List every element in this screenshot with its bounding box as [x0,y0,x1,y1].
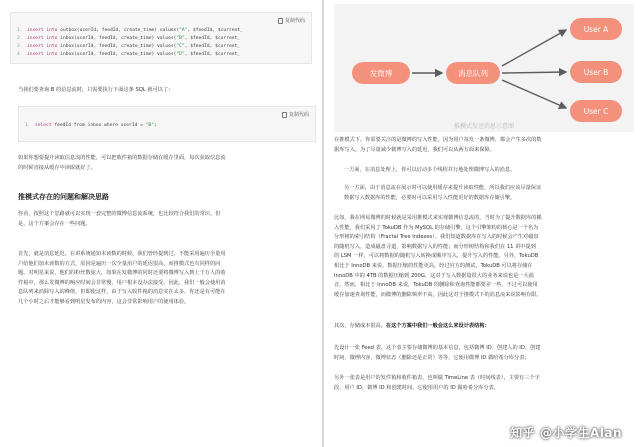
paragraph: 另一方面，由于消息流在展示时可以使用缓存来提升读取性能，所以我们应该尽量保证 数据写入数据库的性能，必要时可以采用写入性能更好的数据库存储引擎。 [344,185,542,201]
diagram-caption: 推模式发送消息示意图 [453,123,515,130]
code-block-select [18,106,316,142]
paragraph: 当我们要查询 B 的信息流时，只需要执行下面这条 SQL 就可以了： [18,87,174,93]
push-model-diagram [334,4,634,132]
paragraph: 一方面，在消息处理上，你可以启动多个线程并行地处理微博写入的消息。 [344,167,516,173]
user-b-label: User B [583,68,609,77]
paragraph: 如果你想要提升读取信息流的性能，可以把收件箱的数据存储在缓存里面，每次获取信息流 的时候直接从缓存中读取就好了。 [18,155,226,171]
user-a-label: User A [583,25,609,34]
right-page [324,0,640,447]
source-node-label: 发微博 [369,69,393,78]
paragraph: 首先，就是消息延迟。在讲系统通知未读数的时候，我们曾经提到过，不能采用遍历全量用 户给他们加未读数的方式，原因是遍历一次全量用户的延迟很高，而推模式也有同样的问 题。对明星来说，他们的粉丝数庞大，如果在发微博的同时还要将微博写入到上千万人的收 件箱中，那么发微博的响应时间会非常慢，用户根本没办法接受。因此，我们一般会使用消 息队列来消除写入的峰值，但即使这样，由于写入收件箱的消息实在太多，你还是有可能在 几个小时之后才能够看到明星发布的内容，这会非常影响用户的使用体验。 [18,251,226,305]
paragraph: 先设计一张 Feed 表，这个表主要存储微博的基本信息，包括微博 ID、创建人的 ID、创建 时间、微博内容、微博状态（删除还是正常）等等，它使用微博 ID 做哈希分库分表； [334,345,541,361]
paragraph: 比如，我在网易微博的时候就是采用推模式来实现微博信息流的。当时为了提升数据库的插 入性能，我们采用了 TokuDB 作为 MySQL 的存储引擎，这个引擎架构的核心是一个名为 分形树的索引结构（Fractal Tree Indexes）。我们知道数据库在写入的时候会产生对磁盘 的随机写入，造成磁盘寻道，影响数据写入的性能；而分形树结构和我们在 11 讲中提到 的 LSM 一样，可以将数据的随机写入转换成顺序写入，提升写入的性能。另外，TokuDB 相比于 InnoDB 来说，数据压缩的性能更高，经过官方的测试，TokuDB 可以将存储在 InnoDB 中的 4TB 的数据压缩到 200G，这对于写入数据量很大的业务来说也是一大福 音。然而，相比于 InnoDB 来说，TokuDB 的删除和查询性能都要差一些，不过可以使用 缓存加速查询性能，而微博的删除频率不高，因此这对于推模式下的消息流来说影响有限。 [334,215,542,298]
copy-code-button[interactable]: 复制代码 [282,111,309,118]
arrow-to-user-b [502,72,566,73]
paragraph: 另外一张表是用户的发件箱和收件箱表，也叫做 TimeLine 表（时间线表），主要有三个字 段，用户 ID、微博 ID 和创建时间。它使用用户的 ID 做哈希分库分表。 [334,375,540,391]
copy-code-button[interactable]: 复制代码 [278,17,305,24]
queue-node-label: 消息队列 [458,69,488,78]
copy-icon [278,18,283,24]
user-c-label: User C [583,107,609,116]
paragraph: 其次，存储成本很高。在这个方案中我们一般会这么来设计表结构： [334,323,490,329]
copy-icon [282,112,287,118]
watermark: 知乎 @小学生Alan [510,426,622,440]
code-line: 1 select feedId from inbox where userId = "B"; [25,123,157,128]
code-block-inserts [10,12,312,64]
code-line: 4 insert into inbox(userId, feedId, create_time) values("D", $feedId, $current_ [17,52,241,57]
code-line: 2 insert into inbox(userId, feedId, create_time) values("B", $feedId, $current_ [17,36,241,41]
section-heading: 推模式存在的问题和解决思路 [18,193,109,201]
paragraph: 在推模式下，你需要关注的是微博的写入性能。因为用户每发一条微博，都会产生多次的数 据库写入。为了尽量减少微博写入的延迟，我们可以从两方面来保障。 [334,137,542,153]
paragraph: 你看，按照这个思路就可以实现一套完整的微博信息流系统，也比较符合我们的常识。但 是，这个方案会存在一些问题。 [18,211,221,227]
code-line: 3 insert into inbox(userId, feedId, create_time) values("C", $feedId, $current_ [17,44,241,49]
code-line: 1 insert into outbox(userId, feedId, create_time) values("A", $feedId, $current_ [17,28,243,33]
